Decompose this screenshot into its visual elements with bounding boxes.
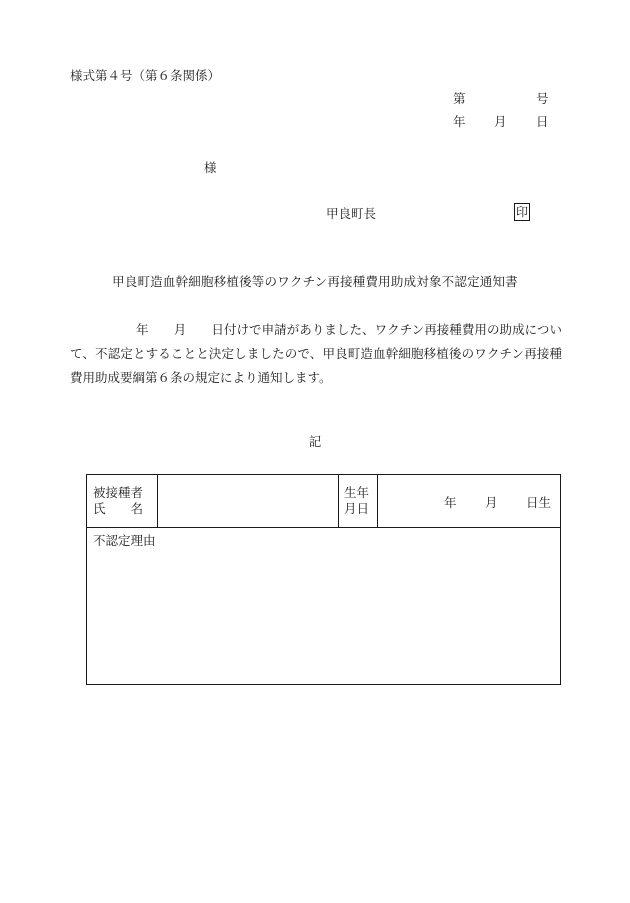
dob-field[interactable] bbox=[378, 475, 560, 527]
reason-label: 不認定理由 bbox=[93, 533, 156, 548]
name-field[interactable] bbox=[158, 475, 338, 527]
date-year: 年 bbox=[453, 114, 466, 129]
seal-mark: 印 bbox=[516, 205, 529, 219]
dob-label-line2: 月日 bbox=[344, 501, 370, 516]
date-day: 日 bbox=[536, 114, 549, 129]
recipient-table bbox=[86, 474, 561, 685]
ki-heading: 記 bbox=[308, 434, 322, 449]
dob-year: 年 bbox=[444, 495, 457, 510]
form-label: 様式第４号（第６条関係） bbox=[70, 68, 221, 83]
number-suffix: 号 bbox=[536, 91, 549, 106]
body-text: 年 月 日付けで申請がありました、ワクチン再接種費用の助成について、不認定とすることと決定しましたので、甲良町造血幹細胞移植後のワクチン再接種費用助成要綱第６条の規定により通知します。 bbox=[70, 322, 562, 385]
date-month: 月 bbox=[494, 114, 507, 129]
body-paragraph bbox=[70, 318, 562, 390]
number-prefix: 第 bbox=[453, 91, 466, 106]
reason-field[interactable] bbox=[87, 528, 560, 684]
document-title: 甲良町造血幹細胞移植後等のワクチン再接種費用助成対象不認定通知書 bbox=[112, 274, 518, 289]
name-label-line2: 氏 名 bbox=[93, 501, 144, 516]
dob-label-line1: 生年 bbox=[344, 485, 370, 500]
dob-day: 日生 bbox=[526, 495, 552, 510]
dob-month: 月 bbox=[485, 495, 498, 510]
issuer-name: 甲良町長 bbox=[326, 206, 377, 221]
name-label-line1: 被接種者 bbox=[93, 485, 144, 500]
name-label bbox=[93, 485, 143, 517]
divider-after-name-field bbox=[338, 475, 339, 527]
dob-label bbox=[344, 485, 369, 517]
addressee-suffix: 様 bbox=[204, 160, 217, 175]
